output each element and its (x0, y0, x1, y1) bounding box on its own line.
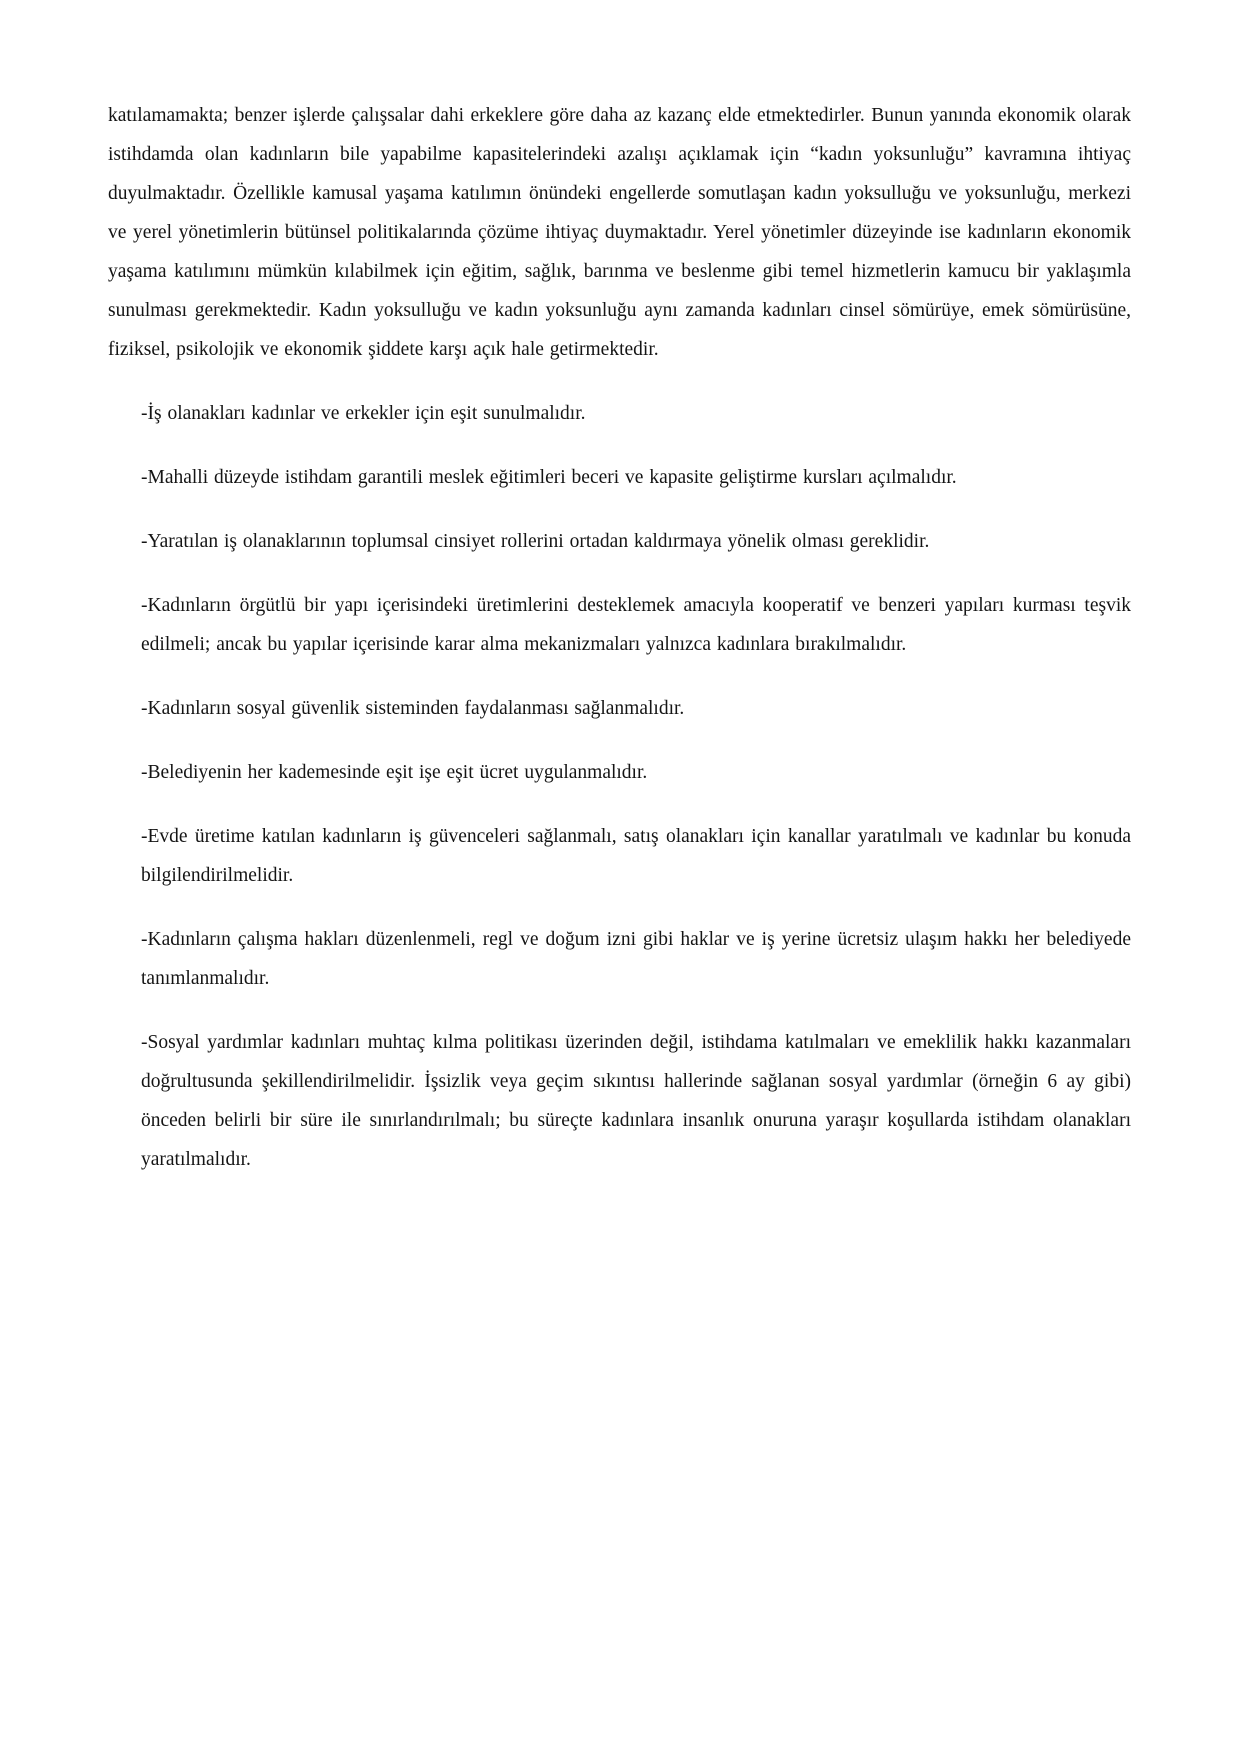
list-item: -Kadınların sosyal güvenlik sisteminden faydalanması sağlanmalıdır. (141, 698, 685, 719)
list-item: -İş olanakları kadınlar ve erkekler için eşit sunulmalıdır. (141, 403, 586, 424)
list-item: -Mahalli düzeyde istihdam garantili meslek eğitimleri beceri ve kapasite geliştirme kursları açılmalıdır. (141, 467, 957, 488)
list-item: -Evde üretime katılan kadınların iş güvenceleri sağlanmalı, satış olanakları için kanallar yaratılmalı ve kadınlar bu konuda bilgilendirilmelidir. (141, 826, 1131, 886)
list-item: -Belediyenin her kademesinde eşit işe eşit ücret uygulanmalıdır. (141, 762, 648, 783)
list-item: -Sosyal yardımlar kadınları muhtaç kılma politikası üzerinden değil, istihdama katılmaları ve emeklilik hakkı kazanmaları doğrultusunda şekillendirilmelidir. İşsizlik veya geçim sıkıntısı hallerinde sağlanan sosyal yardımlar (örneğin 6 ay gibi) önceden belirli bir süre ile sınırlandırılmalı; bu süreçte kadınlara insanlık onuruna yaraşır koşullarda istihdam olanakları yaratılmalıdır. (141, 1032, 1131, 1170)
list-item: -Yaratılan iş olanaklarının toplumsal cinsiyet rollerini ortadan kaldırmaya yönelik olması gereklidir. (141, 531, 930, 552)
list-item: -Kadınların çalışma hakları düzenlenmeli, regl ve doğum izni gibi haklar ve iş yerine ücretsiz ulaşım hakkı her belediyede tanımlanmalıdır. (141, 929, 1131, 989)
intro-paragraph: katılamamakta; benzer işlerde çalışsalar dahi erkeklere göre daha az kazanç elde etmektedirler. Bunun yanında ekonomik olarak istihdamda olan kadınların bile yapabilme kapasitelerindeki azalışı açıklamak için “kadın yoksunluğu” kavramına ihtiyaç duyulmaktadır. Özellikle kamusal yaşama katılımın önündeki engellerde somutlaşan kadın yoksulluğu ve yoksunluğu, merkezi ve yerel yönetimlerin bütünsel politikalarında çözüme ihtiyaç duymaktadır. Yerel yönetimler düzeyinde ise kadınların ekonomik yaşama katılımını mümkün kılabilmek için eğitim, sağlık, barınma ve beslenme gibi temel hizmetlerin kamucu bir yaklaşımla sunulması gerekmektedir. Kadın yoksulluğu ve kadın yoksunluğu aynı zamanda kadınları cinsel sömürüye, emek sömürüsüne, fiziksel, psikolojik ve ekonomik şiddete karşı açık hale getirmektedir. (108, 105, 1131, 360)
list-item: -Kadınların örgütlü bir yapı içerisindeki üretimlerini desteklemek amacıyla kooperatif ve benzeri yapıları kurması teşvik edilmeli; ancak bu yapılar içerisinde karar alma mekanizmaları yalnızca kadınlara bırakılmalıdır. (141, 595, 1131, 655)
